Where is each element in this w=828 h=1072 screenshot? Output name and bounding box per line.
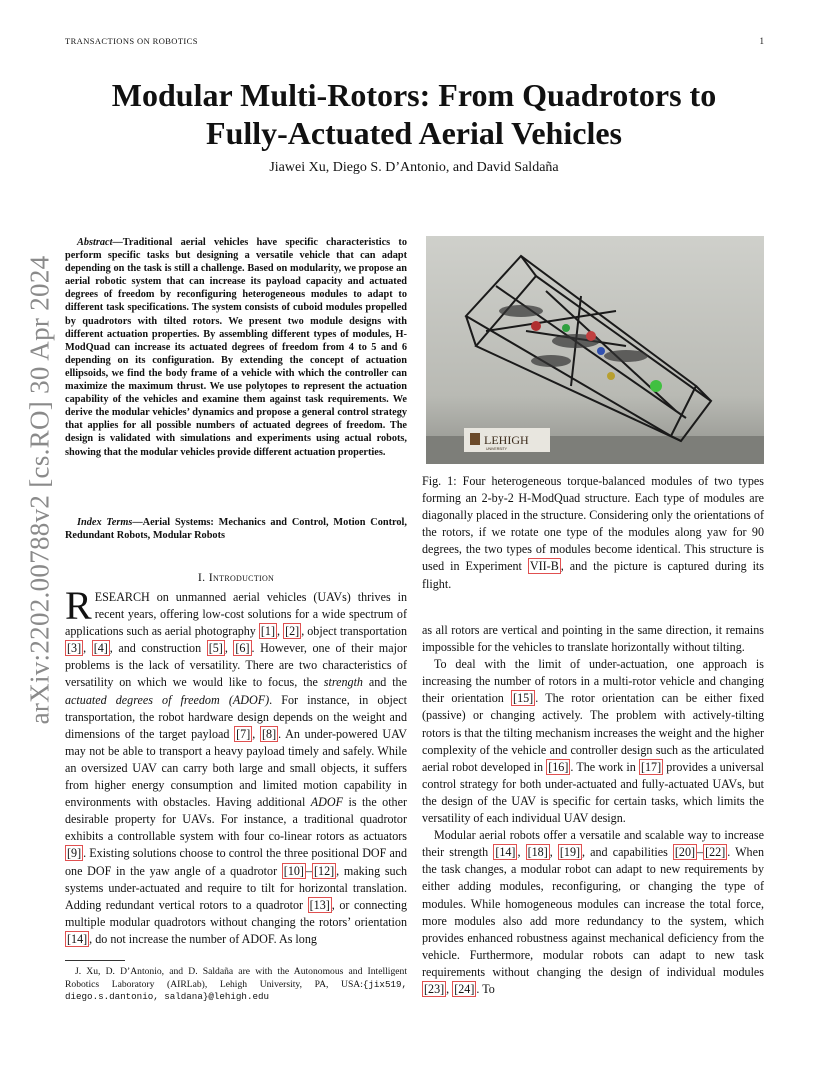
citation-link[interactable]: [2] <box>285 624 300 639</box>
citation-link[interactable]: [17] <box>640 759 662 774</box>
section-ref-link[interactable]: VII-B <box>529 559 559 574</box>
citation-link[interactable]: [9] <box>67 846 82 861</box>
drop-cap: R <box>65 583 92 628</box>
caption-text: Fig. 1: Four heterogeneous torque-balanced modules of two types forming an 2-by-2 H-ModQuad structure. Each type of modules are diagonally placed in the structure. Considering only the orientations of the rotors, if we rotate one type of the modules along yaw for 90 degrees, the two types of modules become identical. This structure is used in Experiment <box>422 474 764 574</box>
citation-link[interactable]: [15] <box>513 691 534 706</box>
citation-link[interactable]: [23] <box>424 981 445 996</box>
arxiv-identifier: arXiv:2202.00788v2 [cs.RO] 30 Apr 2024 <box>24 255 55 725</box>
emphasis-adof: ADOF <box>310 795 344 810</box>
citation-link[interactable]: [14] <box>67 931 88 946</box>
citation-link[interactable]: [13] <box>309 897 330 912</box>
paragraph: as all rotors are vertical and pointing in the same direction, it remains impossible for the vehicles to translate horizontally without tilting. <box>422 623 764 655</box>
caption-text: , and the picture is captured during its flight. <box>422 559 764 591</box>
intro-text: , and construction <box>109 641 207 656</box>
body-text: . The rotor orientation can be either fixed (passive) or changing actively. The problem with actively-tilting rotors is that the tilting mechanism increases the weight and the higher complexity of the vehicle and controller design such as the articulated aerial robot developed in <box>422 691 764 774</box>
intro-text: , object transportation <box>301 624 408 639</box>
paragraph <box>422 656 764 827</box>
emphasis-adof: actuated degrees of freedom (ADOF) <box>65 692 270 707</box>
title-line-1: Modular Multi-Rotors: From Quadrotors to <box>111 77 717 113</box>
index-terms <box>65 516 407 542</box>
abstract-label: Abstract <box>77 237 113 248</box>
citation-link[interactable]: [10] <box>283 863 304 878</box>
intro-text: and the <box>362 675 407 690</box>
intro-text: is the other desirable property for UAVs. For instance, a traditional quadrotor exhibits a controllable system with four co-linear rotors as actuators <box>65 795 407 844</box>
body-text: provides a universal control strategy for both under-actuated and fully-actuated UAVs, but the design of the UAV is specific for certain tasks, which limits the versatility of each individual UAV design. <box>422 759 764 826</box>
logo-text: LEHIGH <box>484 433 529 447</box>
body-text: . To <box>476 981 495 996</box>
body-text: . When the task changes, a modular robot can adapt to new requirements by either adding modules, reconfiguring, or changing the type of modules. While homogeneous modules can increase the total force, more modules also add more redundancy to the system, which provides enhanced robustness against mechanical deficiency from the vehicle. Furthermore, modular robots can adapt to new task requirements without changing the design of individual modules <box>422 845 765 979</box>
body-text: To deal with the limit of under-actuation, one approach is increasing the number of rotors in a multi-rotor vehicle and changing their orientation <box>422 657 764 706</box>
intro-text: . However, one of their major problems is the lack of versatility. There are two characteristics of versatility on which we would like to focus, the <box>65 641 408 690</box>
lehigh-sign <box>464 428 550 452</box>
citation-link[interactable]: [24] <box>454 981 475 996</box>
intro-text: , making such systems under-actuated and require to tilt for horizontal translation. Adding redundant vertical rotors to a quadrotor <box>65 863 407 912</box>
figure-caption <box>422 473 764 593</box>
index-terms-label: Index Terms <box>77 517 133 528</box>
footnote-divider <box>65 960 125 961</box>
page-number: 1 <box>759 36 764 46</box>
body-text: Modular aerial robots offer a versatile and scalable way to increase their strength <box>422 828 764 860</box>
citation-link[interactable]: [22] <box>705 845 726 860</box>
logo-subtext: UNIVERSITY <box>486 447 508 451</box>
index-terms-text: —Aerial Systems: Mechanics and Control, Motion Control, Redundant Robots, Modular Robots <box>65 517 407 542</box>
body-text: . The work in <box>570 759 639 774</box>
citation-link[interactable]: [12] <box>314 863 335 878</box>
intro-text: . An under-powered UAV may not be able to transport a heavy payload timely and safely. While an oversized UAV can carry both large and small objects, it suffers from higher energy consumption and limited motion capability in environments with obstacles. Having additional <box>65 726 408 810</box>
emphasis-strength: strength <box>323 675 363 690</box>
paper-title <box>60 76 768 152</box>
citation-link[interactable]: [3] <box>67 641 82 656</box>
intro-text: ESEARCH on unmanned aerial vehicles (UAVs) thrives in recent years, offering low-cost solutions for a wide spectrum of applications such as aerial photography <box>65 590 407 639</box>
section-heading: I. Introduction <box>197 570 275 584</box>
drone-photo <box>426 236 764 464</box>
title-line-2: Fully-Actuated Aerial Vehicles <box>206 115 622 151</box>
citation-link[interactable]: [6] <box>235 641 250 656</box>
citation-link[interactable]: [16] <box>548 759 569 774</box>
running-header: TRANSACTIONS ON ROBOTICS <box>65 36 198 46</box>
affiliation-footnote <box>65 966 407 1004</box>
citation-link[interactable]: [5] <box>208 641 223 656</box>
email-addresses: {jix519, diego.s.dantonio, saldana}@lehigh.edu <box>65 978 407 1002</box>
introduction-text: RESEARCH on unmanned aerial vehicles (UAVs) thrives in recent years, offering low-cost solutions for a wide spectrum of applications such as aerial photography [1] , [2] , object transportation [3] , [4] , and construction [5] , [6] . However, one of their major problems is the lack of versatility. There are two characteristics of versatility on which we would like to focus, the strength and the actuated degrees of freedom (ADOF). For instance, in object transportation, the robot hardware design depends on the weight and dimensions of the target payload [7] , [8] . An under-powered UAV may not be able to transport a heavy payload timely and safely. While an oversized UAV can carry both large and small objects, it suffers from higher energy consumption and limited motion capability in environments with obstacles. Having additional ADOF is the other desirable property for UAVs. For instance, a traditional quadrotor exhibits a controllable system with four co-linear rotors as actuators [9] . Existing solutions choose to control the three positional DOF and one DOF in the yaw angle of a quadrotor [10] – [12] , making such systems under-actuated and require to tilt for horizontal translation. Adding redundant vertical rotors to a quadrotor [13] , or connecting multiple modular quadrotors without changing the rotors’ orientation [14] , do not increase the number of ADOF. As long <box>65 583 408 946</box>
citation-link[interactable]: [4] <box>93 641 108 656</box>
body-text: , and capabilities <box>582 845 673 860</box>
intro-text: , do not increase the number of ADOF. As long <box>89 931 317 946</box>
arxiv-stamp <box>10 255 70 725</box>
citation-link[interactable]: [1] <box>260 624 275 639</box>
intro-text: . Existing solutions choose to control the three positional DOF and one DOF in the yaw angle of a quadrotor <box>65 846 407 878</box>
footnote-text: J. Xu, D. D’Antonio, and D. Saldaña are with the Autonomous and Intelligent Robotics Laboratory (AIRLab), Lehigh University, PA, USA: <box>65 966 407 990</box>
intro-text: . For instance, in object transportation, the robot hardware design depends on the weight and dimensions of the target payload <box>65 692 407 741</box>
abstract-text: —Traditional aerial vehicles have specific characteristics to perform specific tasks but designing a versatile vehicle that can adapt depending on the task is still a challenge. Based on modularity, we propose an aerial robotic system that can increase its payload capacity and actuated degrees of freedom by reconfiguring heterogeneous modules to adapt to different task specifications. The system consists of cuboid modules propelled by quadrotors with tilted rotors. We present two module designs with different actuation properties. By assembling different types of modules, H-ModQuad can increase its actuated degrees of freedom from 4 to 5 and 6 depending on its configuration. By extending the concept of actuation ellipsoids, we find the body frame of a vehicle with which the controller can maximize the maximum thrust. We use polytopes to represent the actuation capability of the vehicles and examine them against task requirements. We derive the modular vehicles’ dynamics and propose a general control strategy that applies for all possible numbers of actuated degrees of freedom. The design is validated with simulations and experiments using actual robots, showing that the modular vehicles provide different actuation properties. <box>65 237 407 458</box>
paragraph: Modular aerial robots offer a versatile and scalable way to increase their strength [14] , [18] , [19] , and capabilities [20] – [22] . When the task changes, a modular robot can adapt to new requirements by either adding modules, reconfiguring, or changing the type of modules. While homogeneous modules can increase the total force, more modules also add more redundancy to the system, which provides enhanced robustness against mechanical deficiency from the vehicle. Furthermore, modular robots can adapt to new task requirements without changing the design of individual modules [23] , [24] . To <box>422 828 765 996</box>
citation-link[interactable]: [19] <box>559 845 581 860</box>
right-column-text <box>422 622 764 998</box>
citation-link[interactable]: [7] <box>236 726 251 741</box>
intro-text: , or connecting multiple modular quadrotors without changing the rotors’ orientation <box>65 897 407 929</box>
abstract <box>65 236 407 459</box>
figure-photo <box>426 236 764 464</box>
citation-link[interactable]: [14] <box>495 845 516 860</box>
citation-link[interactable]: [20] <box>674 845 696 860</box>
citation-link[interactable]: [18] <box>527 845 548 860</box>
citation-link[interactable]: [8] <box>262 726 277 741</box>
author-list: Jiawei Xu, Diego S. D’Antonio, and David Saldaña <box>269 160 559 175</box>
